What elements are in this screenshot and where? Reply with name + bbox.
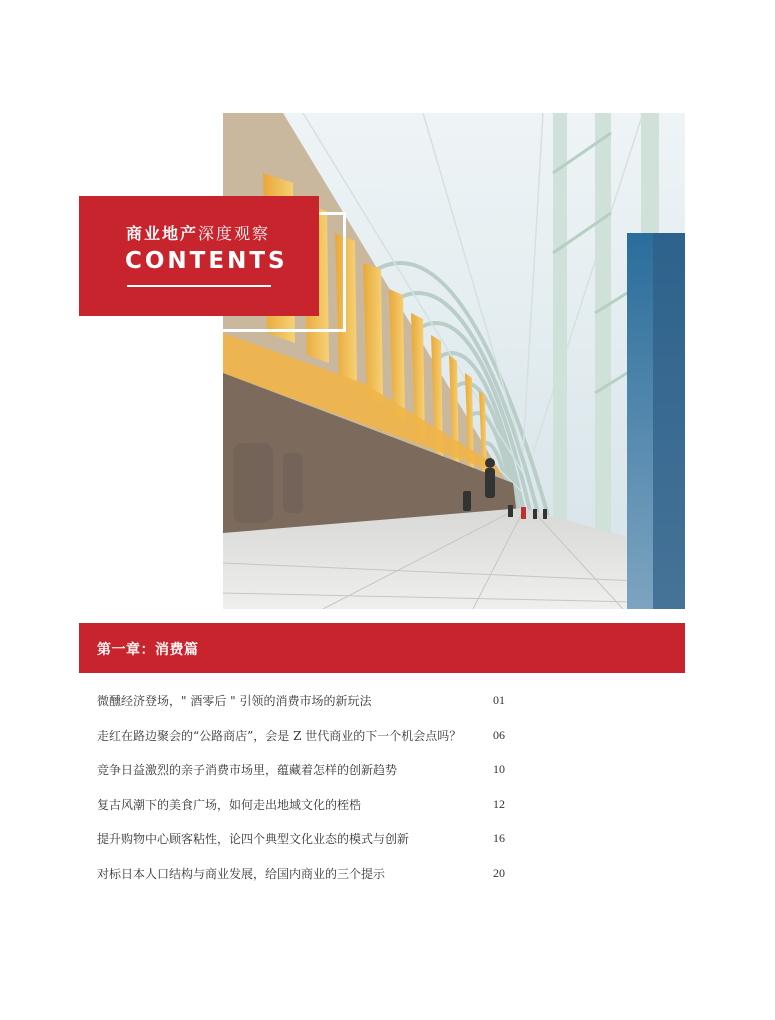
chapter-title: 第一章：消费篇 [97,642,199,658]
toc-entry-page: 01 [493,693,505,707]
title-underline [127,285,271,287]
toc-entry-page: 10 [493,762,505,777]
chapter-header [79,623,685,673]
toc-list [97,690,517,898]
hero-photo [223,113,685,609]
toc-entry-title: 复古风潮下的美食广场，如何走出地域文化的桎梏 [97,797,362,812]
toc-entry[interactable] [97,725,517,760]
toc-entry-title: 对标日本人口结构与商业发展，给国内商业的三个提示 [97,866,386,881]
toc-entry[interactable] [97,863,517,898]
toc-entry-page: 16 [493,831,505,846]
toc-entry-page: 12 [493,796,505,811]
toc-entry-title: 竞争日益激烈的亲子消费市场里，蕴藏着怎样的创新趋势 [97,763,398,778]
toc-entry-title: 提升购物中心顾客粘性，论四个典型文化业态的模式与创新 [97,832,410,847]
toc-entry[interactable] [97,794,517,829]
toc-entry[interactable] [97,759,517,794]
publication-title-bold: 商业地产 [126,224,199,243]
toc-entry-page: 06 [493,727,505,742]
toc-entry[interactable] [97,828,517,863]
toc-entry-page: 20 [493,865,505,880]
contents-heading: CONTENTS [125,248,288,274]
toc-entry-title: 走红在路边聚会的“公路商店”，会是 Z 世代商业的下一个机会点吗？ [97,728,462,743]
title-panel [79,196,319,316]
toc-entry-title: 微醺经济登场，" 酒零后 " 引领的消费市场的新玩法 [97,694,372,708]
toc-entry[interactable] [97,690,517,725]
publication-title [126,221,270,244]
publication-title-light: 深度观察 [198,224,271,243]
